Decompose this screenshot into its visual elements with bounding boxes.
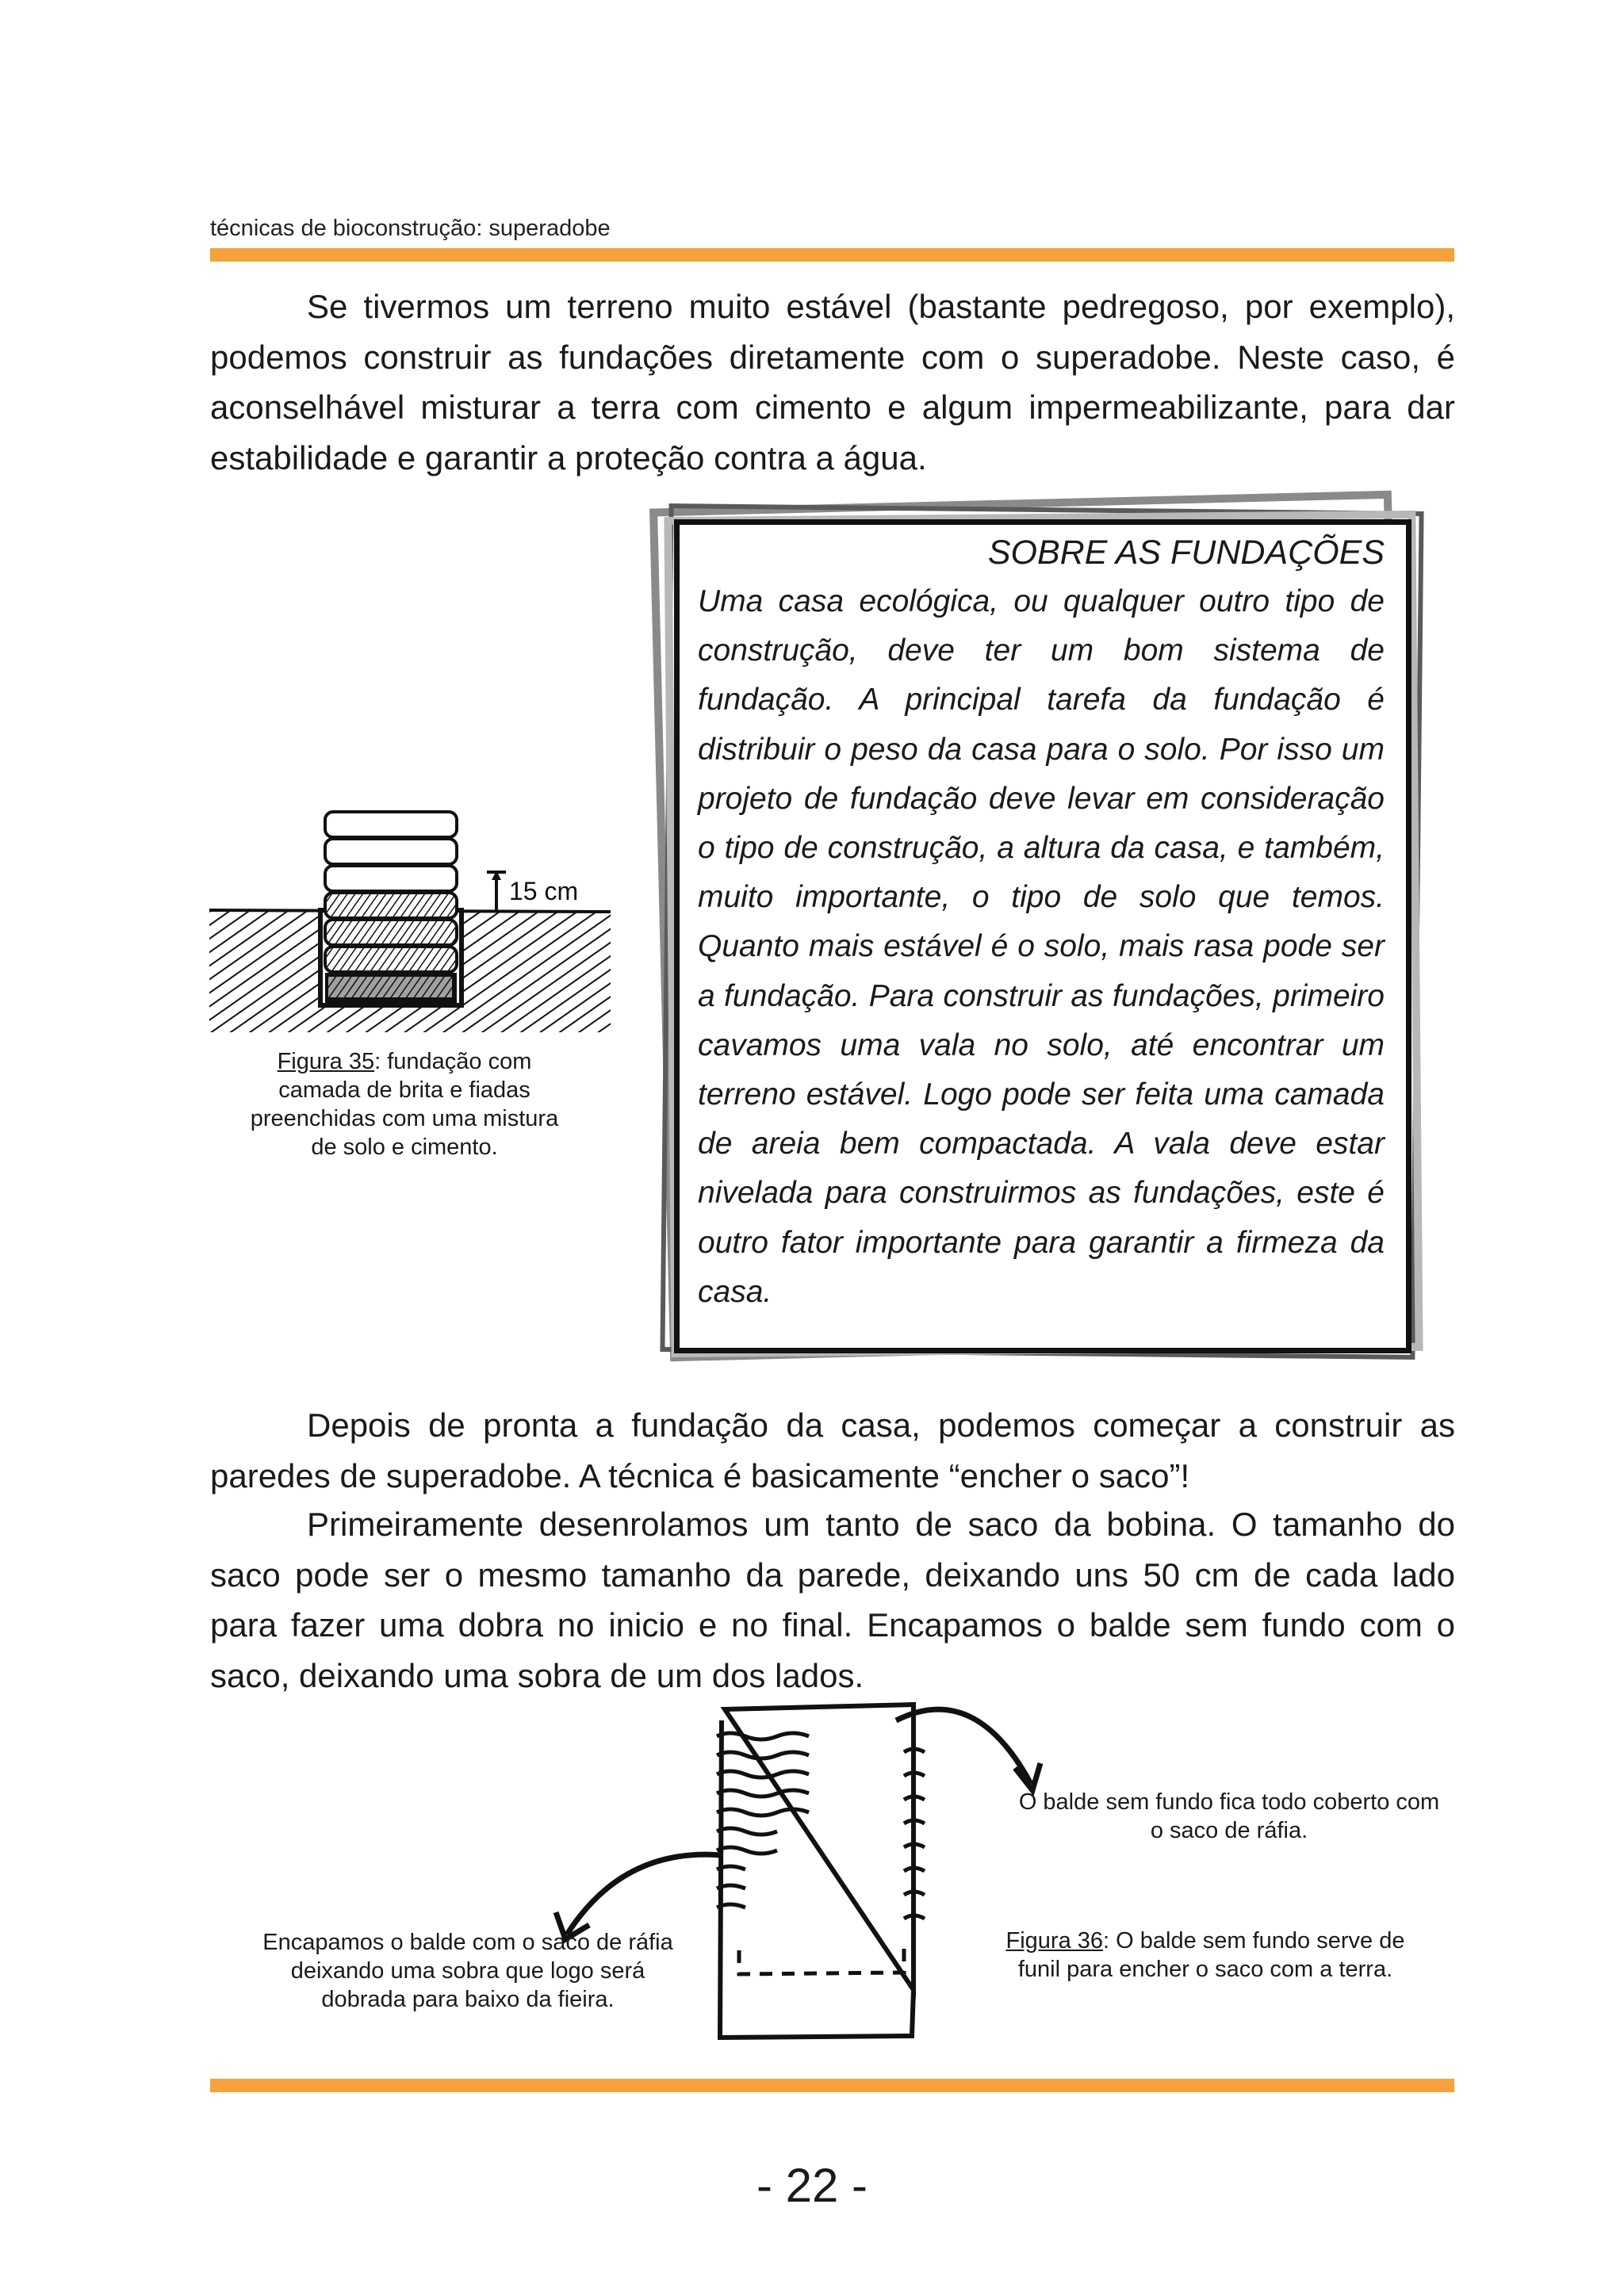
running-header: técnicas de bioconstrução: superadobe	[210, 216, 611, 241]
figure-35-caption	[246, 1047, 563, 1161]
page-number: - 22 -	[756, 2159, 868, 2212]
sidebar-text: Uma casa ecológica, ou qualquer outro tipo de construção, deve ter um bom sistema de fundação. A principal tarefa da fundação é distribuir o peso da casa para o solo. Por isso um projeto de fundação deve levar em consideração o tipo de construção, a altura da casa, e também, muito importante, o tipo de solo que temos. Quanto mais estável é o solo, mais rasa pode ser a fundação. Para construir as fundações, primeiro cavamos uma vala no solo, até encontrar um terreno estável. Logo pode ser feita uma camada de areia bem compactada. A vala deve estar nivelada para construirmos as fundações, este é outro fator importante para garantir a firmeza da casa.	[698, 584, 1385, 1309]
figure-35-caption-text: : fundação com camada de brita e fiadas preenchidas com uma mistura de solo e cimento.	[250, 1049, 559, 1160]
figure-36-note-left: Encapamos o balde com o saco de ráfia deixando uma sobra que logo será dobrada para baixo da fieira.	[262, 1930, 673, 2012]
figure-36-caption-text: : O balde sem fundo serve de funil para encher o saco com a terra.	[1017, 1928, 1405, 1982]
footer-rule	[210, 2079, 1454, 2092]
body-paragraph-1: Se tivermos um terreno muito estável (bastante pedregoso, por exemplo), podemos construir as fundações diretamente com o superadobe. Neste caso, é aconselhável misturar a terra com cimento e algum impermeabilizante, para dar estabilidade e garantir a proteção contra a água.	[210, 288, 1455, 476]
figure-35-dimension-label: 15 cm	[509, 877, 579, 905]
body-paragraph-2: Depois de pronta a fundação da casa, podemos começar a construir as paredes de superadobe. A técnica é basicamente “encher o saco”!	[210, 1406, 1455, 1494]
figure-36-note-right: O balde sem fundo fica todo coberto com o saco de ráfia.	[1018, 1789, 1440, 1843]
figure-35-foundation-sketch	[209, 802, 611, 1032]
sidebar-title: SOBRE AS FUNDAÇÕES	[987, 534, 1385, 572]
figure-36-caption	[991, 1927, 1419, 1984]
figure-35-label: Figura 35	[277, 1049, 375, 1074]
body-paragraph-3: Primeiramente desenrolamos um tanto de saco da bobina. O tamanho do saco pode ser o mesmo tamanho da parede, deixando uns 50 cm de cada lado para fazer uma dobra no inicio e no final. Encapamos o balde sem fundo com o saco, deixando uma sobra de um dos lados.	[210, 1506, 1455, 1694]
header-rule	[210, 248, 1454, 262]
figure-36-label: Figura 36	[1005, 1928, 1104, 1954]
